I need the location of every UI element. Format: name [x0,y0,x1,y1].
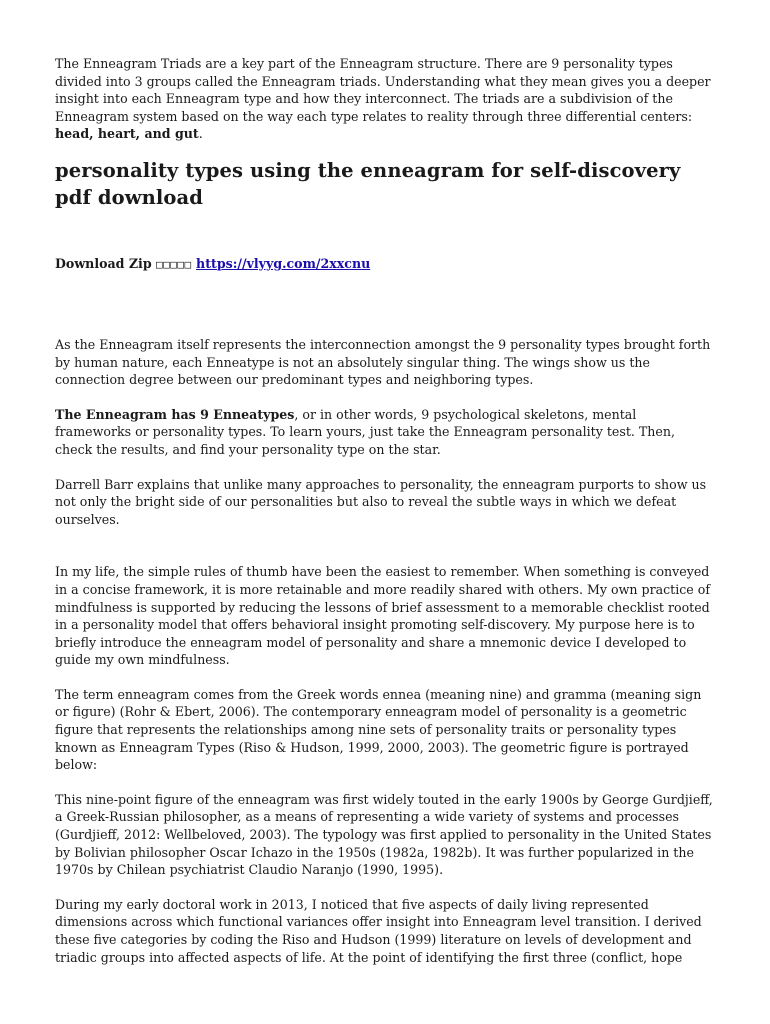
missing-glyph-icons: □□□□□ [156,257,192,271]
paragraph-history: This nine-point figure of the enneagram was first widely touted in the early 1900s by George Gurdjieff, a Greek-Russian philosopher, as a means of representing a wide variety of systems and processes (Gurdjieff, 2012: Wellbeloved, 2003). The typology was first applied to personality in the United States by Bolivian philosopher Oscar Ichazo in the 1950s (1982a, 1982b). It was further popularized in the 1970s by Chilean psychiatrist Claudio Naranjo (1990, 1995). [55,791,713,878]
download-label: Download Zip [55,255,152,271]
paragraph-my-life: In my life, the simple rules of thumb have been the easiest to remember. When something is conveyed in a concise framework, it is more retainable and more readily shared with others. My own practice of mindfulness is supported by reducing the lessons of brief assessment to a memorable checklist rooted in a personality model that offers behavioral insight promoting self-discovery. My purpose here is to briefly introduce the enneagram model of personality and share a mnemonic device I developed to guide my own mindfulness. [55,564,710,668]
intro-paragraph [55,55,715,143]
intro-text: The Enneagram Triads are a key part of the Enneagram structure. There are 9 personality types divided into 3 groups called the Enneagram triads. Understanding what they mean gives you a deeper insight into each Enneagram type and how they interconnect. The triads are a subdivision of the Enneagram system based on the way each type relates to reality through three differential centers: [55,56,711,124]
spacer [55,459,715,476]
enneatypes-bold-text: The Enneagram has 9 Enneatypes [55,406,295,422]
intro-bold-text: head, heart, and gut [55,126,199,142]
download-line [55,255,715,274]
spacer [55,669,715,686]
document-page [55,55,715,966]
paragraph-term: The term enneagram comes from the Greek words ennea (meaning nine) and gramma (meaning sign or figure) (Rohr & Ebert, 2006). The contemporary enneagram model of personality is a geometric figure that represents the relationships among nine sets of personality traits or personality types known as Enneagram Types (Riso & Hudson, 1999, 2000, 2003). The geometric figure is portrayed below: [55,686,702,773]
spacer [55,274,715,336]
spacer [55,528,715,563]
spacer [55,879,715,896]
spacer [55,389,715,406]
spacer [55,774,715,791]
intro-end: . [198,126,203,142]
download-link[interactable]: https://vlyyg.com/2xxcnu [196,255,371,271]
paragraph-doctoral: During my early doctoral work in 2013, I noticed that five aspects of daily living represented dimensions across which functional variances offer insight into Enneagram level transition. I derived these five categories by coding the Riso and Hudson (1999) literature on levels of development and triadic groups into affected aspects of life. At the point of identifying the first three (conflict, hope [55,896,702,965]
paragraph-barr: Darrell Barr explains that unlike many approaches to personality, the enneagram purports to show us not only the bright side of our personalities but also to reveal the subtle ways in which we defeat ourselves. [55,476,707,527]
page-title: personality types using the enneagram for self-discovery pdf download [55,158,681,209]
enneatypes-text: , or in other words, 9 psychological skeletons, mental frameworks or personality types. To learn yours, just take the Enneagram personality test. Then, check the results, and find your personality type on the star. [55,406,675,457]
paragraph-enneatypes [55,406,715,459]
paragraph-wings: As the Enneagram itself represents the interconnection amongst the 9 personality types brought forth by human nature, each Enneatype is not an absolutely singular thing. The wings show us the connection degree between our predominant types and neighboring types. [55,336,711,388]
